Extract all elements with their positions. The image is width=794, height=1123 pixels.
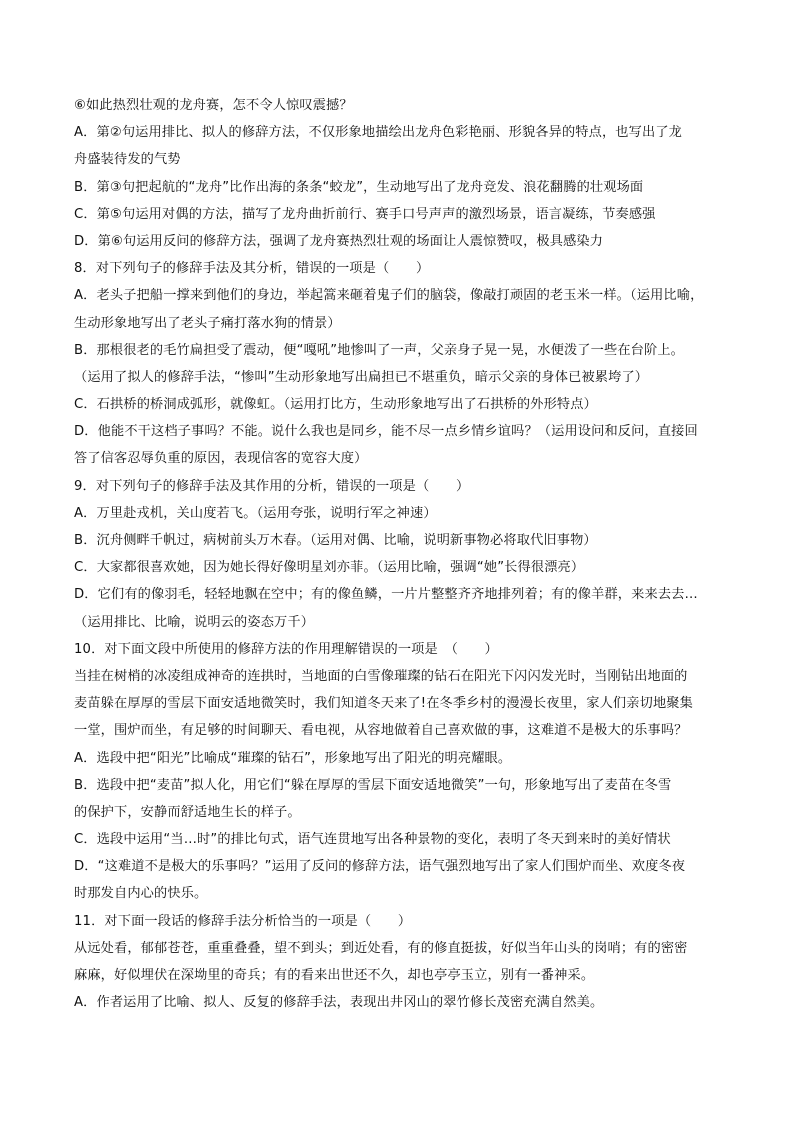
q10-option-d: D．“这难道不是极大的乐事吗？”运用了反问的修辞方法，语气强烈地写出了家人们围炉而坐、欢度冬夜 [74,859,686,875]
q7-option-d: D．第⑥句运用反问的修辞方法，强调了龙舟赛热烈壮观的场面让人震惊赞叹，极具感染力 [74,233,604,249]
q7-option-b: B．第③句把起航的“龙舟”比作出海的条条“蛟龙”，生动地写出了龙舟竞发、浪花翻腾的壮观场面 [74,179,644,195]
q10-option-b-cont: 的保护下，安静而舒适地生长的样子。 [74,804,301,820]
q8-option-d-cont: 答了信客忍辱负重的原因，表现信客的宽容大度） [74,451,368,467]
q7-option-a: A．第②句运用排比、拟人的修辞方法，不仅形象地描绘出龙舟色彩艳丽、形貌各异的特点，也写出了龙 [74,125,682,141]
q9-option-d: D．它们有的像羽毛，轻轻地飘在空中；有的像鱼鳞，一片片整整齐齐地排列着；有的像羊群，来来去去… [74,587,698,603]
q8-option-b-cont: （运用了拟人的修辞手法，“惨叫”生动形象地写出扁担已不堪重负，暗示父亲的身体已被累垮了） [74,369,649,385]
q10-option-c: C．选段中运用“当…时”的排比句式，语气连贯地写出各种景物的变化，表明了冬天到来时的美好情状 [74,832,671,848]
question-8-stem: 8．对下列句子的修辞手法及其分析，错误的一项是（ ） [74,261,430,277]
q9-option-a: A．万里赴戎机，关山度若飞。（运用夸张，说明行军之神速） [74,505,437,521]
q8-option-a-cont: 生动形象地写出了老头子痛打落水狗的情景） [74,315,341,331]
q7-option-c: C．第⑤句运用对偶的方法，描写了龙舟曲折前行、赛手口号声声的激烈场景，语言凝练，节奏感强 [74,206,656,222]
q10-option-d-cont: 时那发自内心的快乐。 [74,886,208,902]
q10-passage-line-3: 一堂，围炉而坐，有足够的时间聊天、看电视，从容地做着自己喜欢做的事，这难道不是极大的乐事吗？ [74,723,688,739]
q11-passage-line-2: 麻麻，好似埋伏在深坳里的奇兵；有的看来出世还不久，却也亭亭玉立，别有一番神采。 [74,968,595,983]
q10-option-b: B．选段中把“麦苗”拟人化，用它们“躲在厚厚的雪层下面安适地微笑”一句，形象地写出了麦苗在冬雪 [74,777,672,793]
q8-option-d: D．他能不干这档子事吗？不能。说什么我也是同乡，能不尽一点乡情乡谊吗？（运用设问和反问，直接回 [74,424,698,440]
question-10-stem: 10．对下面文段中所使用的修辞方法的作用理解错误的一项是 （ ） [74,641,498,657]
q9-option-d-cont: （运用排比、比喻，说明云的姿态万千） [74,614,315,630]
q10-option-a: A．选段中把“阳光”比喻成“璀璨的钻石”，形象地写出了阳光的明亮耀眼。 [74,750,512,766]
q8-option-c: C．石拱桥的桥洞成弧形，就像虹。（运用打比方，生动形象地写出了石拱桥的外形特点） [74,397,597,413]
document-page [74,92,724,1016]
question-11-stem: 11．对下面一段话的修辞手法分析恰当的一项是（ ） [74,913,412,929]
q11-option-a: A．作者运用了比喻、拟人、反复的修辞手法，表现出井冈山的翠竹修长茂密充满自然美。 [74,995,604,1011]
q7-option-a-cont: 舟盛装待发的气势 [74,152,181,168]
q11-passage-line-1: 从远处看，郁郁苍苍，重重叠叠，望不到头；到近处看，有的修直挺拔，好似当年山头的岗哨；有的密密 [74,940,688,956]
q8-option-b: B．那根很老的毛竹扁担受了震动，便“嘎吼”地惨叫了一声，父亲身子晃一晃，水便泼了一些在台阶上。 [74,342,685,358]
q9-option-b: B．沉舟侧畔千帆过，病树前头万木春。（运用对偶、比喻，说明新事物必将取代旧事物） [74,533,597,548]
q8-option-a: A．老头子把船一撑来到他们的身边，举起篙来砸着鬼子们的脑袋，像敲打顽固的老玉米一样。（运用比喻， [74,288,704,304]
question-7-item-6: ⑥如此热烈壮观的龙舟赛，怎不令人惊叹震撼？ [74,98,353,113]
question-9-stem: 9．对下列句子的修辞手法及其作用的分析，错误的一项是（ ） [74,478,470,494]
q9-option-c: C．大家都很喜欢她，因为她长得好像明星刘亦菲。（运用比喻，强调“她”长得很漂亮） [74,560,585,576]
q10-passage-line-1: 当挂在树梢的冰凌组成神奇的连拱时，当地面的白雪像璀璨的钻石在阳光下闪闪发光时，当刚钻出地面的 [74,668,688,684]
q10-passage-line-2: 麦苗躲在厚厚的雪层下面安适地微笑时，我们知道冬天来了!在冬季乡村的漫漫长夜里，家人们亲切地聚集 [74,696,693,712]
